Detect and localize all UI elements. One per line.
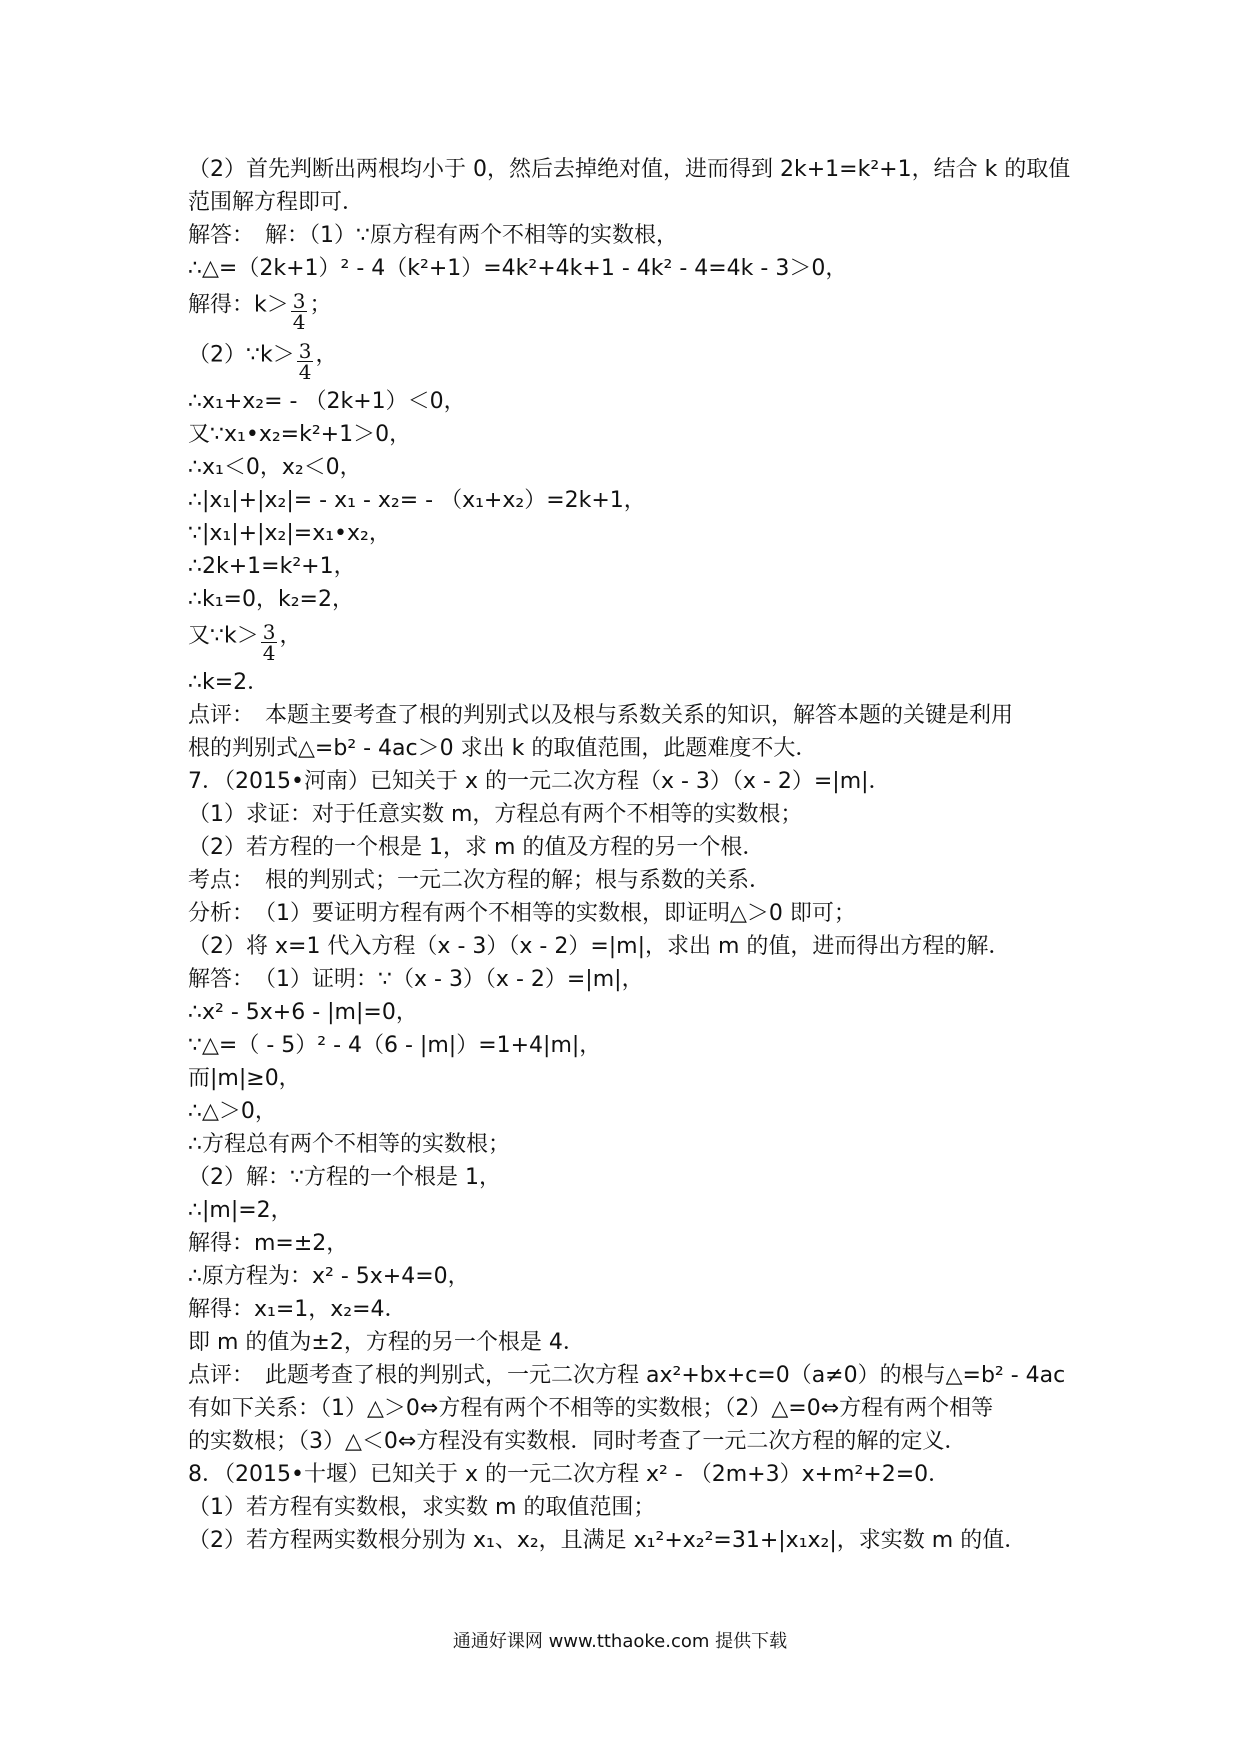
- fraction-suffix: ，: [315, 342, 338, 368]
- text-line: ∴x₁+x₂= - （2k+1）＜0，: [188, 389, 466, 414]
- text-line: ∴△＞0，: [188, 1099, 277, 1124]
- text-line: 而|m|≥0，: [188, 1066, 301, 1091]
- text-line: ∴k₁=0，k₂=2，: [188, 587, 354, 612]
- question-title: 7．（2015•河南）已知关于 x 的一元二次方程（x - 3）（x - 2）=|m|．: [188, 769, 891, 794]
- text-line: 的实数根；（3）△＜0⇔方程没有实数根．同时考查了一元二次方程的解的定义．: [188, 1429, 967, 1454]
- text-line: ∴|m|=2，: [188, 1198, 293, 1223]
- text-line: 有如下关系：（1）△＞0⇔方程有两个不相等的实数根；（2）△=0⇔方程有两个相等: [188, 1396, 994, 1421]
- fraction-numerator: 3: [298, 339, 312, 363]
- text-line: 范围解方程即可．: [188, 190, 365, 215]
- text-line: ∴2k+1=k²+1，: [188, 554, 356, 579]
- text-line: 点评： 此题考查了根的判别式，一元二次方程 ax²+bx+c=0（a≠0）的根与△=b² - 4ac: [188, 1363, 1066, 1388]
- text-line: 即 m 的值为±2，方程的另一个根是 4．: [188, 1330, 585, 1355]
- fraction-denominator: 4: [292, 310, 306, 334]
- text-line: （2）若方程的一个根是 1，求 m 的值及方程的另一个根．: [188, 835, 765, 860]
- document-body: [188, 153, 1071, 1557]
- text-line: ∴△=（2k+1）² - 4（k²+1）=4k²+4k+1 - 4k² - 4=4k - 3＞0，: [188, 256, 848, 281]
- question-title: 8．（2015•十堰）已知关于 x 的一元二次方程 x² - （2m+3）x+m²+2=0．: [188, 1462, 951, 1487]
- text-line: （2）若方程两实数根分别为 x₁、x₂，且满足 x₁²+x₂²=31+|x₁x₂|，求实数 m 的值．: [188, 1528, 1027, 1553]
- text-line: （2）将 x=1 代入方程（x - 3）（x - 2）=|m|，求出 m 的值，进而得出方程的解．: [188, 934, 1011, 959]
- text-line: 解答： （1）证明：∵（x - 3）（x - 2）=|m|，: [188, 967, 644, 992]
- fraction-suffix: ，: [279, 623, 302, 649]
- fraction-three-quarters: [261, 622, 278, 663]
- fraction-prefix: （2）∵k＞: [188, 342, 295, 368]
- fraction-denominator: 4: [298, 360, 312, 384]
- text-line: ∴x² - 5x+6 - |m|=0，: [188, 1000, 418, 1025]
- fraction-denominator: 4: [262, 641, 276, 665]
- text-line: 解得：x₁=1，x₂=4．: [188, 1297, 407, 1322]
- text-line: ∴方程总有两个不相等的实数根；: [188, 1132, 510, 1157]
- text-line: （1）求证：对于任意实数 m，方程总有两个不相等的实数根；: [188, 802, 803, 827]
- fraction-numerator: 3: [262, 620, 276, 644]
- text-line-fraction: [188, 285, 1068, 335]
- text-line: ∴|x₁|+|x₂|= - x₁ - x₂= - （x₁+x₂）=2k+1，: [188, 488, 646, 513]
- text-line: 解得：m=±2，: [188, 1231, 349, 1256]
- fraction-three-quarters: [291, 291, 308, 332]
- fraction-prefix: 解得：k＞: [188, 292, 289, 318]
- text-line: 考点： 根的判别式；一元二次方程的解；根与系数的关系．: [188, 868, 772, 893]
- text-line: ∴原方程为：x² - 5x+4=0，: [188, 1264, 470, 1289]
- fraction-suffix: ；: [309, 292, 332, 318]
- fraction-three-quarters: [297, 341, 314, 382]
- text-line: 又∵x₁•x₂=k²+1＞0，: [188, 422, 412, 447]
- text-line: 解答： 解：（1）∵原方程有两个不相等的实数根，: [188, 223, 678, 248]
- fraction-prefix: 又∵k＞: [188, 623, 259, 649]
- text-line: （2）首先判断出两根均小于 0，然后去掉绝对值，进而得到 2k+1=k²+1，结合 k 的取值: [188, 157, 1071, 182]
- text-line: 分析： （1）要证明方程有两个不相等的实数根，即证明△＞0 即可；: [188, 901, 856, 926]
- text-line: ∴x₁＜0，x₂＜0，: [188, 455, 362, 480]
- text-line: 点评： 本题主要考查了根的判别式以及根与系数关系的知识，解答本题的关键是利用: [188, 703, 1014, 728]
- text-line: 根的判别式△=b² - 4ac＞0 求出 k 的取值范围，此题难度不大．: [188, 736, 818, 761]
- text-line: ∵|x₁|+|x₂|=x₁•x₂，: [188, 521, 391, 546]
- text-line: （1）若方程有实数根，求实数 m 的取值范围；: [188, 1495, 656, 1520]
- page-footer: 通通好课网 www.tthaoke.com 提供下载: [452, 1631, 788, 1652]
- text-line-fraction: [188, 616, 1068, 666]
- text-line-fraction: [188, 335, 1068, 385]
- text-line: （2）解：∵方程的一个根是 1，: [188, 1165, 501, 1190]
- text-line: ∴k=2．: [188, 670, 270, 695]
- fraction-numerator: 3: [292, 289, 306, 313]
- text-line: ∵△=（ - 5）² - 4（6 - |m|）=1+4|m|，: [188, 1033, 602, 1058]
